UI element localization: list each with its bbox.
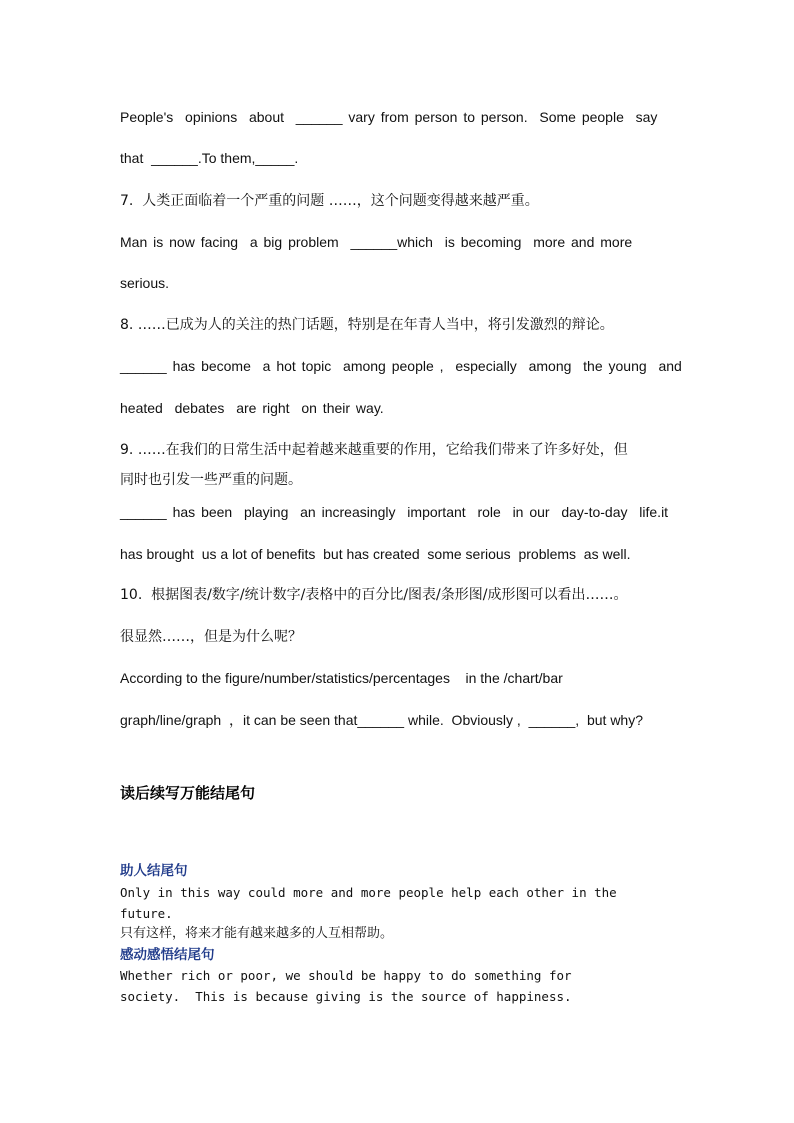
item-8-chinese: 8. ……已成为人的关注的热门话题，特别是在年青人当中，将引发激烈的辩论。 [120, 317, 614, 333]
section-heading: 读后续写万能结尾句 [120, 784, 256, 802]
item-9-english-2: has brought us a lot of benefits but has created some serious problems as well. [120, 546, 631, 562]
help-english-1: Only in this way could more and more people help each other in the [120, 885, 617, 900]
item-10-english-2: graph/line/graph ，it can be seen that______ while. Obviously , ______, but why? [120, 712, 644, 728]
help-english-2: future. [120, 906, 173, 921]
item-9-chinese-2: 同时也引发一些严重的问题。 [120, 472, 302, 488]
text-line-opinions: People's opinions about ______ vary from person to person. Some people say [120, 109, 658, 125]
help-chinese: 只有这样，将来才能有越来越多的人互相帮助。 [120, 926, 394, 941]
item-7-english-1: Man is now facing a big problem ______which is becoming more and more [120, 234, 633, 250]
moved-english-1: Whether rich or poor, we should be happy to do something for [120, 968, 572, 983]
item-10-chinese-1: 10. 根据图表/数字/统计数字/表格中的百分比/图表/条形图/成形图可以看出……。 [120, 587, 628, 603]
text-line-that: that ______.To them,_____. [120, 150, 299, 166]
item-9-english-1: ______ has been playing an increasingly important role in our day-to-day life.it [120, 504, 669, 520]
item-8-english-2: heated debates are right on their way. [120, 400, 384, 416]
item-10-english-1: According to the figure/number/statistics/percentages in the /chart/bar [120, 670, 563, 686]
item-7-english-2: serious. [120, 275, 170, 291]
item-10-chinese-2: 很显然……，但是为什么呢？ [120, 629, 302, 645]
moved-english-2: society. This is because giving is the source of happiness. [120, 989, 572, 1004]
subheading-moved: 感动感悟结尾句 [120, 947, 215, 963]
subheading-help: 助人结尾句 [120, 863, 188, 879]
item-8-english-1: ______ has become a hot topic among people , especially among the young and [120, 358, 682, 374]
item-9-chinese-1: 9. ……在我们的日常生活中起着越来越重要的作用，它给我们带来了许多好处，但 [120, 442, 628, 458]
item-7-chinese: 7. 人类正面临着一个严重的问题 ……，这个问题变得越来越严重。 [120, 193, 539, 209]
